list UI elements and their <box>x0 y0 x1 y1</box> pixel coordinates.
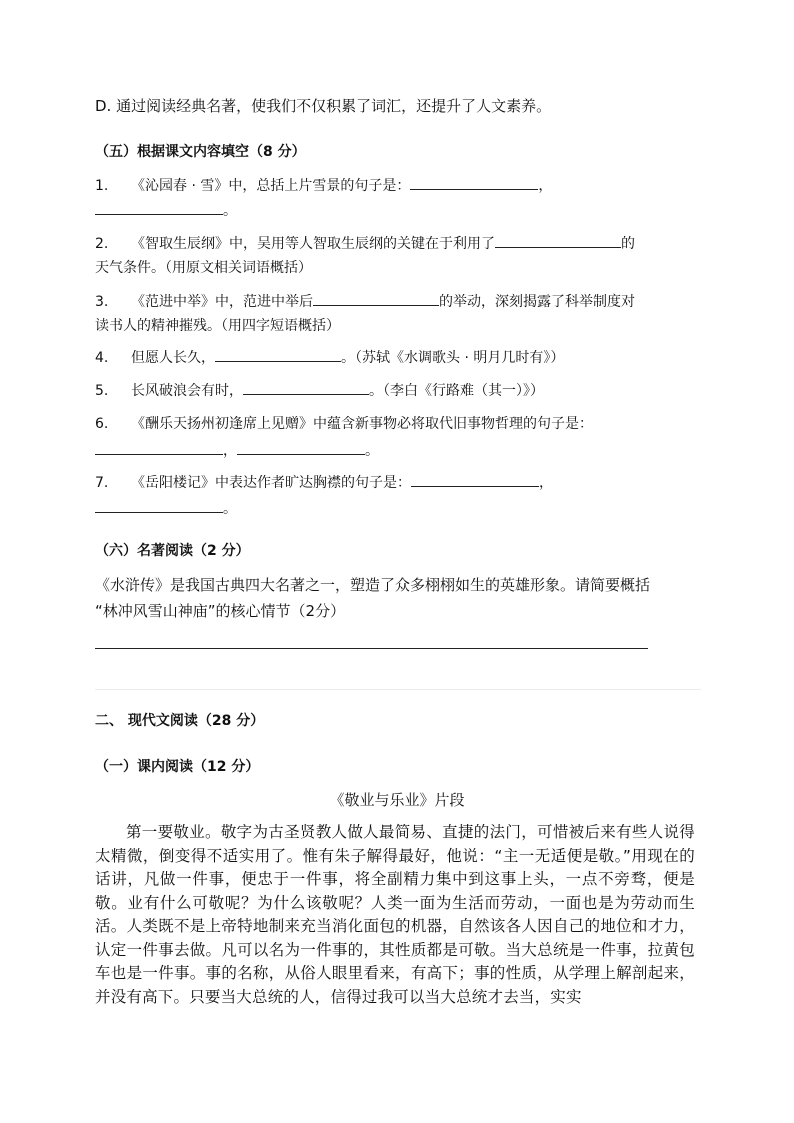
question-3-cont: 读书人的精神摧残。（用四字短语概括） <box>95 318 340 334</box>
answer-blank[interactable] <box>411 472 539 487</box>
question-5 <box>95 380 544 401</box>
question-1-cont <box>95 200 237 221</box>
q1-period: 。 <box>223 203 237 219</box>
answer-blank[interactable] <box>243 380 369 395</box>
answer-blank[interactable] <box>410 175 538 190</box>
answer-blank[interactable] <box>95 440 223 455</box>
q2-suffix: 的 <box>621 236 635 252</box>
answer-blank[interactable] <box>313 291 439 306</box>
q1-prompt: 《沁园春 · 雪》中，总括上片雪景的句子是： <box>131 178 411 194</box>
q7-prompt: 《岳阳楼记》中表达作者旷达胸襟的句子是： <box>131 475 411 491</box>
section-6-answer-line[interactable] <box>95 648 648 649</box>
q7-comma: ， <box>539 475 553 491</box>
subsection-1-heading: （一）课内阅读（12 分） <box>95 759 260 775</box>
q4-number: 4. <box>95 350 109 366</box>
passage-body: 第一要敬业。敬字为古圣贤教人做人最简易、直捷的法门，可惜被后来有些人说得太精微，倒变得不适实用了。惟有朱子解得最好，他说：“主一无适便是敬。”用现在的话讲，凡做一件事，便忠于一件事，将全副精力集中到这事上头，一点不旁骛，便是敬。业有什么可敬呢？为什么该敬呢？人类一面为生活而劳动，一面也是为劳动而生活。人类既不是上帝特地制来充当消化面包的机器，自然该各人因自己的地位和才力，认定一件事去做。凡可以名为一件事的，其性质都是可敬。当大总统是一件事，拉黄包车也是一件事。事的名称，从俗人眼里看来，有高下；事的性质，从学理上解剖起来，并没有高下。只要当大总统的人，信得过我可以当大总统才去当，实实 <box>95 823 695 1006</box>
q5-source: 。（李白《行路难（其一）》） <box>369 383 544 399</box>
question-1 <box>95 175 552 196</box>
passage-title: 《敬业与乐业》片段 <box>329 791 465 809</box>
part-2-heading: 二、 现代文阅读（28 分） <box>95 713 265 729</box>
answer-blank[interactable] <box>495 233 621 248</box>
q2-prompt: 《智取生辰纲》中，吴用等人智取生辰纲的关键在于利用了 <box>131 236 495 252</box>
q5-prompt: 长风破浪会有时， <box>131 383 243 399</box>
q6-prompt: 《酬乐天扬州初逢席上见赠》中蕴含新事物必将取代旧事物哲理的句子是： <box>131 416 593 432</box>
q3-suffix: 的举动，深刻揭露了科举制度对 <box>439 294 635 310</box>
section-divider <box>95 689 701 690</box>
q1-number: 1. <box>95 178 109 194</box>
q6-number: 6. <box>95 416 109 432</box>
answer-blank[interactable] <box>237 440 365 455</box>
answer-blank[interactable] <box>215 347 341 362</box>
q2-number: 2. <box>95 236 109 252</box>
question-7-cont <box>95 498 237 519</box>
question-2 <box>95 233 635 254</box>
answer-blank[interactable] <box>95 200 223 215</box>
q7-period: 。 <box>223 501 237 517</box>
q5-number: 5. <box>95 383 109 399</box>
question-2-cont: 天气条件。（用原文相关词语概括） <box>95 260 312 276</box>
question-4 <box>95 347 564 368</box>
q3-number: 3. <box>95 294 109 310</box>
question-6 <box>95 414 593 434</box>
q1-comma: ， <box>538 178 553 194</box>
q4-source: 。（苏轼《水调歌头 · 明月几时有》） <box>341 350 565 366</box>
q7-number: 7. <box>95 475 109 491</box>
q6-period: 。 <box>365 443 379 459</box>
q4-prompt: 但愿人长久， <box>131 350 215 366</box>
question-3 <box>95 291 635 312</box>
option-d: D. 通过阅读经典名著，使我们不仅积累了词汇，还提升了人文素养。 <box>95 97 552 115</box>
q6-comma: ， <box>223 443 237 459</box>
answer-blank[interactable] <box>95 498 223 513</box>
section-6-text-line-2: “林冲风雪山神庙”的核心情节（2分） <box>95 602 346 620</box>
q3-prompt: 《范进中举》中，范进中举后 <box>131 294 313 310</box>
section-5-heading: （五）根据课文内容填空（8 分） <box>95 144 306 160</box>
section-6-heading: （六）名著阅读（2 分） <box>95 543 250 559</box>
question-6-cont <box>95 440 379 461</box>
question-7 <box>95 472 553 493</box>
section-6-text-line-1: 《水浒传》是我国古典四大名著之一，塑造了众多栩栩如生的英雄形象。请简要概括 <box>95 576 651 594</box>
